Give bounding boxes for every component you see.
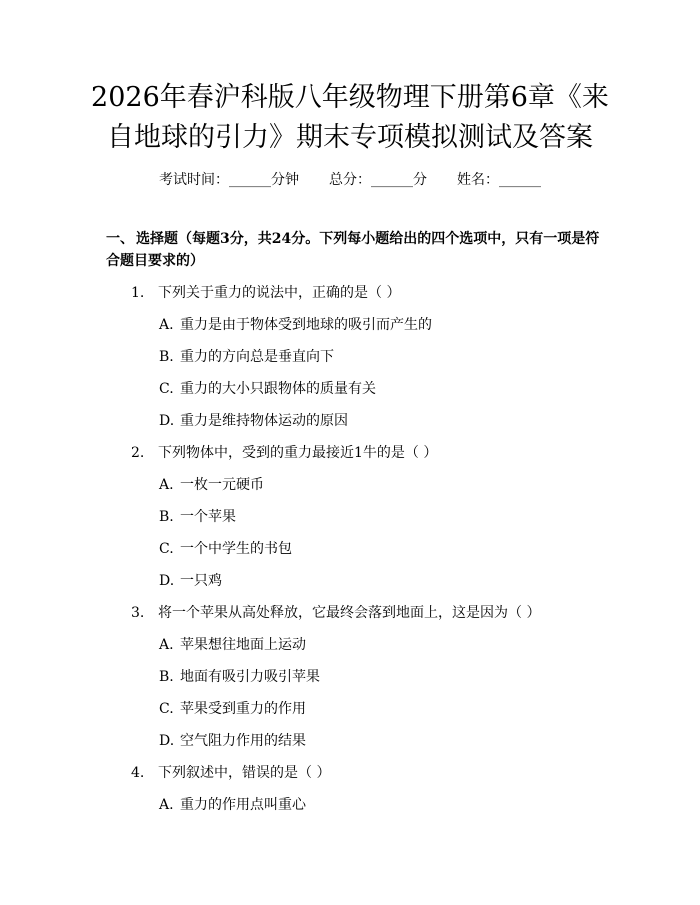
option-text: 重力的作用点叫重心 [180, 797, 306, 813]
option-text: 一只鸡 [180, 573, 222, 589]
option-text: 一个中学生的书包 [180, 541, 292, 557]
question-3-option-c [159, 698, 306, 718]
section-number: 一、 [106, 231, 134, 247]
question-text: 将一个苹果从高处释放，它最终会落到地面上，这是因为（ ） [158, 605, 541, 621]
option-letter: C. [159, 701, 174, 717]
exam-time-label: 考试时间：______分钟 [159, 172, 299, 188]
question-number: 4. [131, 765, 145, 781]
option-text: 苹果想往地面上运动 [180, 637, 306, 653]
question-1-option-c [159, 378, 376, 398]
option-text: 苹果受到重力的作用 [180, 701, 306, 717]
option-letter: A. [159, 477, 174, 493]
total-score-label: 总分：______分 [329, 172, 427, 188]
question-number: 2. [131, 445, 145, 461]
option-letter: A. [159, 797, 174, 813]
section-heading [106, 228, 606, 272]
question-text: 下列物体中，受到的重力最接近1牛的是（ ） [158, 445, 438, 461]
option-letter: B. [159, 669, 174, 685]
option-letter: B. [159, 509, 174, 525]
option-letter: A. [159, 637, 174, 653]
question-number: 1. [131, 285, 145, 301]
student-name-label: 姓名：______ [457, 172, 541, 188]
question-2-option-c [159, 538, 292, 558]
exam-meta [0, 169, 700, 189]
option-letter: C. [159, 541, 174, 557]
question-3-option-b [159, 666, 320, 686]
option-text: 地面有吸引力吸引苹果 [180, 669, 320, 685]
option-letter: D. [159, 413, 175, 429]
option-text: 重力的大小只跟物体的质量有关 [180, 381, 376, 397]
option-letter: A. [159, 317, 174, 333]
question-text: 下列关于重力的说法中，正确的是（ ） [158, 285, 401, 301]
option-text: 一个苹果 [180, 509, 236, 525]
option-text: 重力是由于物体受到地球的吸引而产生的 [180, 317, 432, 333]
question-number: 3. [131, 605, 145, 621]
question-1-option-a [159, 314, 432, 334]
section-text: 选择题（每题3分，共24分。下列每小题给出的四个选项中，只有一项是符合题目要求的） [106, 231, 600, 269]
question-1-option-b [159, 346, 334, 366]
option-letter: D. [159, 733, 175, 749]
question-3 [131, 602, 540, 622]
option-letter: B. [159, 349, 174, 365]
question-2-option-a [159, 474, 264, 494]
question-4 [131, 762, 330, 782]
option-letter: D. [159, 573, 175, 589]
option-text: 一枚一元硬币 [180, 477, 264, 493]
option-text: 空气阻力作用的结果 [180, 733, 306, 749]
question-3-option-d [159, 730, 306, 750]
question-2-option-d [159, 570, 222, 590]
question-3-option-a [159, 634, 306, 654]
question-1-option-d [159, 410, 348, 430]
page-title-line-2: 自地球的引力》期末专项模拟测试及答案 [107, 122, 593, 153]
question-2-option-b [159, 506, 236, 526]
question-1 [131, 282, 400, 302]
option-text: 重力是维持物体运动的原因 [180, 413, 348, 429]
question-4-option-a [159, 794, 306, 814]
option-text: 重力的方向总是垂直向下 [180, 349, 334, 365]
page-title-line-1: 2026年春沪科版八年级物理下册第6章《来 [91, 82, 609, 113]
option-letter: C. [159, 381, 174, 397]
question-text: 下列叙述中，错误的是（ ） [158, 765, 331, 781]
question-2 [131, 442, 437, 462]
